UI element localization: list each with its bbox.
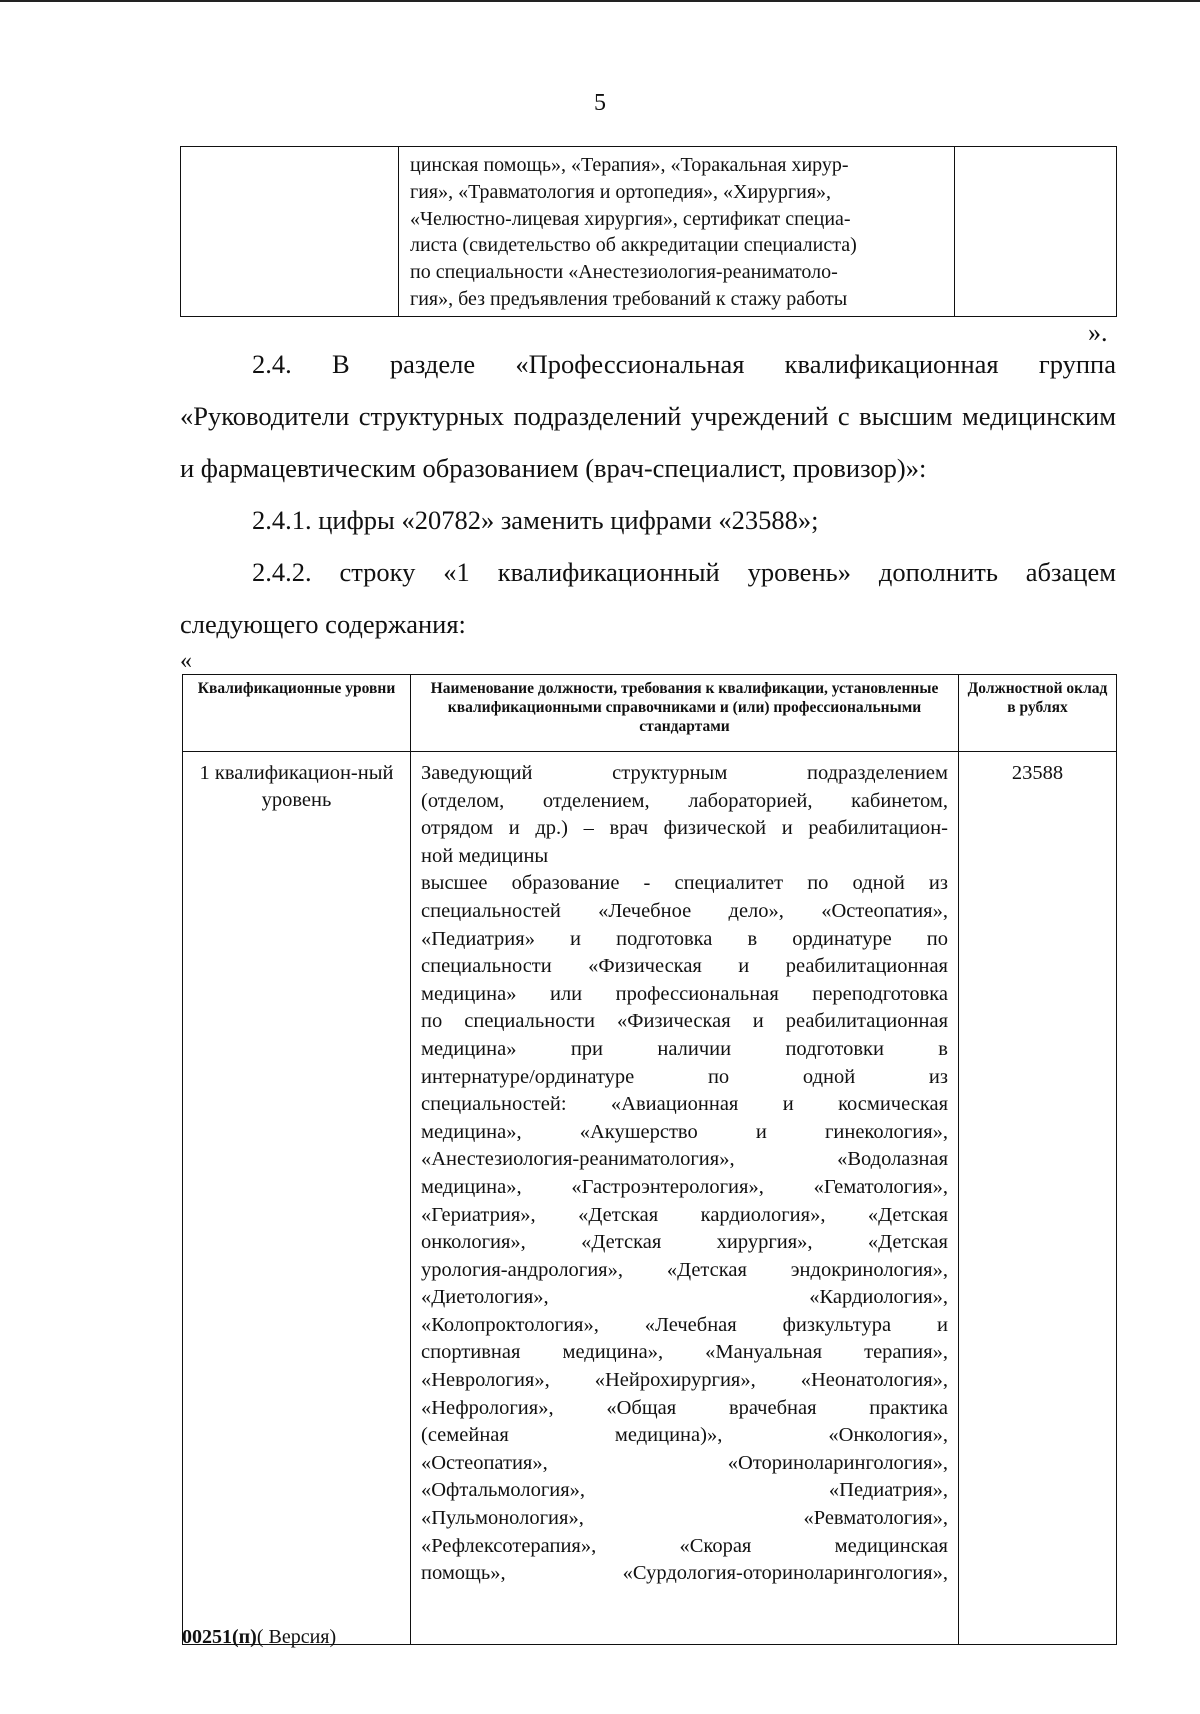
text-line: ной медицины	[421, 844, 549, 867]
header-position-requirements: Наименование должности, требования к квалификации, установленные квалификационными справочниками и (или) профессиональными стандартами	[411, 675, 959, 752]
text-line: Заведующий структурным подразделением	[421, 762, 948, 784]
qualification-table	[182, 674, 1117, 1645]
opening-quote: «	[180, 648, 192, 674]
text-line: (отделом, отделением, лабораторией, кабинетом,	[421, 789, 948, 812]
text-line: специальностей «Лечебное дело», «Остеопатия»,	[421, 899, 948, 922]
header-salary: Должностной оклад в рублях	[959, 675, 1117, 752]
text-line: гия», «Травматология и ортопедия», «Хирургия»,	[410, 180, 832, 203]
position-description-cell	[411, 752, 959, 1645]
continuation-cell-salary	[955, 147, 1117, 317]
text-line: спортивная медицина», «Мануальная терапия»,	[421, 1341, 948, 1364]
closing-quote: ».	[1088, 318, 1108, 347]
text-line: интернатуре/ординатуре по одной из	[421, 1065, 948, 1088]
paragraph-2-4: 2.4. В разделе «Профессиональная квалификационная группа «Руководители структурных подразделений учреждений с высшим медицинским и фармацевтическим образованием (врач-специалист, провизор)»:	[180, 349, 1116, 483]
text-line: листа (свидетельство об аккредитации специалиста)	[410, 234, 857, 257]
text-line: «Неврология», «Нейрохирургия», «Неонатология»,	[421, 1369, 948, 1392]
text-line: высшее образование - специалитет по одной из	[421, 872, 948, 895]
text-line: помощь», «Сурдология-оториноларингология»,	[421, 1562, 948, 1585]
table-row	[181, 147, 1117, 317]
text-line: по специальности «Анестезиология-реаниматоло-	[410, 261, 838, 284]
text-line: «Анестезиология-реаниматология», «Водолазная	[421, 1148, 948, 1171]
document-code: 00251(п)	[182, 1626, 257, 1648]
text-line: медицина», «Акушерство и гинекология»,	[421, 1120, 948, 1143]
text-line: «Диетология», «Кардиология»,	[421, 1286, 948, 1309]
paragraph-2-4-1: 2.4.1. цифры «20782» заменить цифрами «23588»;	[252, 505, 819, 535]
continuation-cell-level	[181, 147, 399, 317]
header-qualification-levels: Квалификационные уровни	[183, 675, 411, 752]
continuation-text	[400, 148, 953, 315]
text-line: специальности «Физическая и реабилитационная	[421, 955, 948, 978]
continuation-table	[180, 146, 1117, 317]
continuation-cell-description	[399, 147, 955, 317]
text-line: урология-андрология», «Детская эндокринология»,	[421, 1258, 948, 1281]
text-line: отрядом и др.) – врач физической и реабилитацион-	[421, 817, 948, 840]
text-line: «Остеопатия», «Оториноларингология»,	[421, 1451, 948, 1474]
text-line: «Педиатрия» и подготовка в ординатуре по	[421, 927, 948, 950]
text-line: «Офтальмология», «Педиатрия»,	[421, 1479, 948, 1502]
position-description	[421, 760, 948, 1588]
text-line: медицина» или профессиональная переподготовка	[421, 982, 948, 1005]
text-line: онкология», «Детская хирургия», «Детская	[421, 1231, 948, 1254]
text-line: «Челюстно-лицевая хирургия», сертификат специа-	[410, 207, 851, 230]
text-line: гия», без предъявления требований к стажу работы	[410, 287, 848, 310]
text-line: «Пульмонология», «Ревматология»,	[421, 1507, 948, 1530]
table-header-row	[183, 675, 1117, 752]
page-number: 5	[594, 90, 606, 116]
text-line: специальностей: «Авиационная и космическая	[421, 1093, 948, 1116]
text-line: «Гериатрия», «Детская кардиология», «Детская	[421, 1203, 948, 1226]
text-line: медицина», «Гастроэнтерология», «Гематология»,	[421, 1175, 948, 1198]
text-line: медицина» при наличии подготовки в	[421, 1037, 948, 1060]
salary-cell: 23588	[959, 752, 1117, 1645]
text-line: по специальности «Физическая и реабилитационная	[421, 1010, 948, 1033]
text-line: «Колопроктология», «Лечебная физкультура и	[421, 1313, 948, 1336]
text-line: «Рефлексотерапия», «Скорая медицинская	[421, 1534, 948, 1557]
text-line: (семейная медицина)», «Онкология»,	[421, 1424, 948, 1447]
qualification-level-cell: 1 квалификацион-ный уровень	[183, 752, 411, 1645]
paragraph-2-4-2: 2.4.2. строку «1 квалификационный уровень» дополнить абзацем следующего содержания:	[180, 557, 1116, 639]
footer-document-code	[182, 1626, 336, 1649]
table-row	[183, 752, 1117, 1645]
text-line: «Нефрология», «Общая врачебная практика	[421, 1396, 948, 1419]
text-line: цинская помощь», «Терапия», «Торакальная хирур-	[410, 154, 849, 176]
top-border-line	[0, 0, 1200, 2]
document-version: ( Версия)	[256, 1626, 337, 1648]
